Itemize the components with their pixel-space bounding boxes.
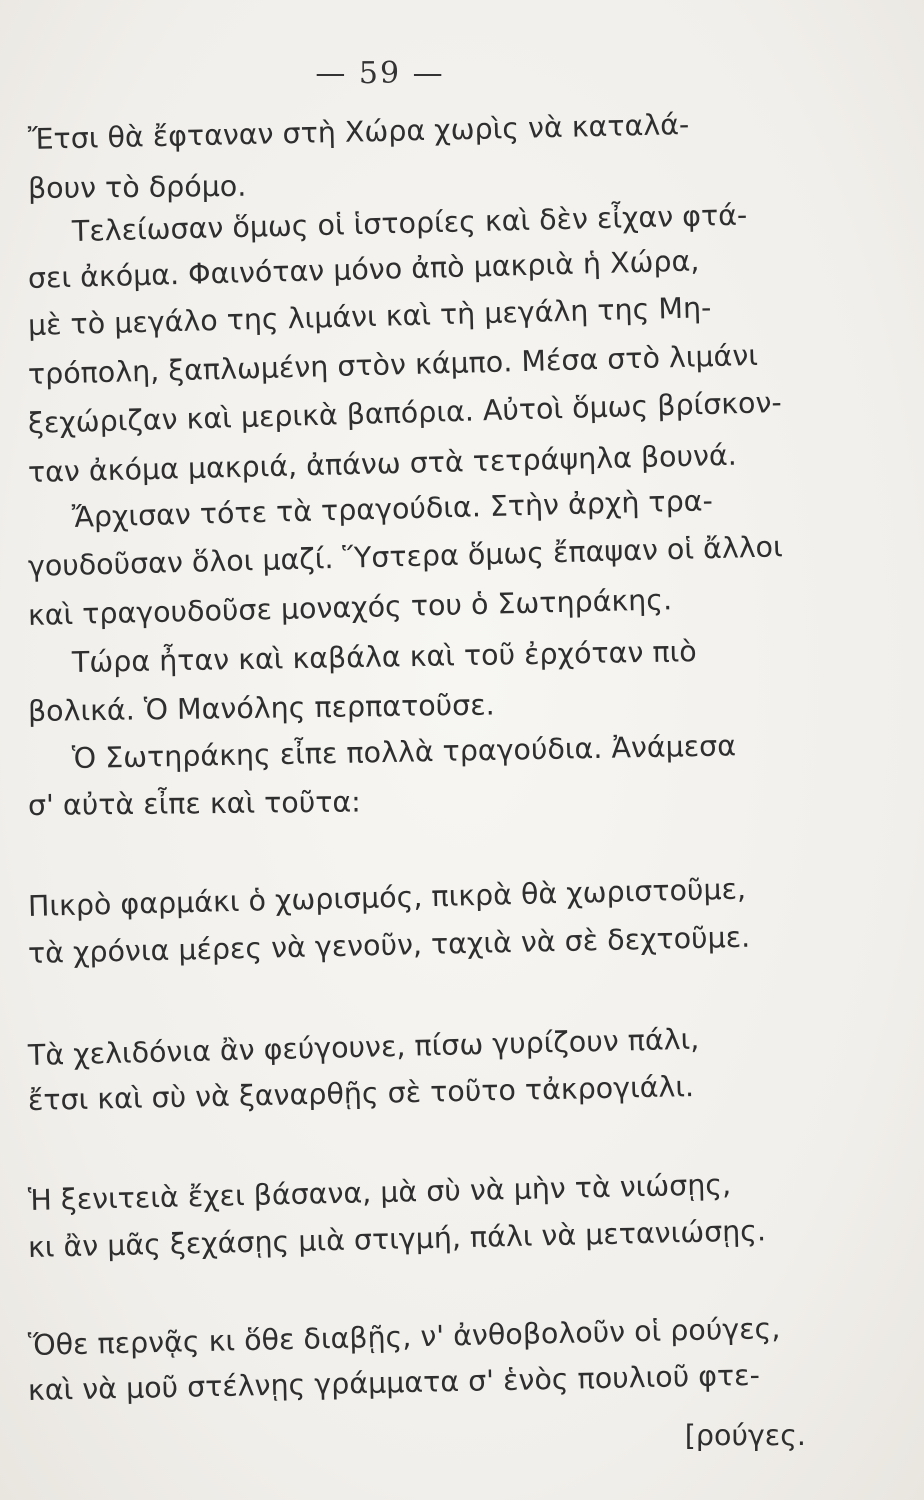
text-line: βολικά. Ὁ Μανόλης περπατοῦσε. <box>27 688 495 728</box>
text-line: Ἔτσι θὰ ἔφταναν στὴ Χώρα χωρὶς νὰ καταλά- <box>27 108 690 157</box>
text-line: Ἄρχισαν τότε τὰ τραγούδια. Στὴν ἀρχὴ τρα- <box>71 484 714 535</box>
text-line: Ὁ Σωτηράκης εἶπε πολλὰ τραγούδια. Ἀνάμεσα <box>71 729 737 775</box>
verse-line: κι ἂν μᾶς ξεχάσῃς μιὰ στιγμή, πάλι νὰ μετανιώσῃς. <box>27 1214 767 1264</box>
verse-line: καὶ νὰ μοῦ στέλνῃς γράμματα σ' ἑνὸς πουλιοῦ φτε- <box>27 1358 761 1407</box>
verse-line: Τὰ χελιδόνια ἂν φεύγουνε, πίσω γυρίζουν πάλι, <box>27 1022 700 1073</box>
text-line: ξεχώριζαν καὶ μερικὰ βαπόρια. Αὐτοὶ ὅμως βρίσκον- <box>27 386 783 441</box>
text-line: σ' αὐτὰ εἶπε καὶ τοῦτα: <box>27 785 361 822</box>
text-line: τρόπολη, ξαπλωμένη στὸν κάμπο. Μέσα στὸ λιμάνι <box>27 339 759 392</box>
text-line: βουν τὸ δρόμο. <box>27 169 247 205</box>
text-line: Τώρα ἦταν καὶ καβάλα καὶ τοῦ ἐρχόταν πιὸ <box>71 635 697 679</box>
verse-line: τὰ χρόνια μέρες νὰ γενοῦν, ταχιὰ νὰ σὲ δεχτοῦμε. <box>27 921 751 971</box>
page-number: — 59 — <box>315 56 445 91</box>
text-line: μὲ τὸ μεγάλο της λιμάνι καὶ τὴ μεγάλη της Μη- <box>27 291 712 343</box>
verse-line: Πικρὸ φαρμάκι ὁ χωρισμός, πικρὰ θὰ χωριστοῦμε, <box>27 872 747 924</box>
text-line: γουδοῦσαν ὅλοι μαζί. Ὕστερα ὅμως ἔπαψαν οἱ ἄλλοι <box>27 530 784 583</box>
text-line: καὶ τραγουδοῦσε μοναχός του ὁ Σωτηράκης. <box>27 583 673 632</box>
text-line: Τελείωσαν ὅμως οἱ ἱστορίες καὶ δὲν εἶχαν φτά- <box>71 198 748 249</box>
verse-line: Ἡ ξενιτειὰ ἔχει βάσανα, μὰ σὺ νὰ μὴν τὰ νιώσῃς, <box>27 1167 732 1217</box>
text-line: ταν ἀκόμα μακριά, ἀπάνω στὰ τετράψηλα βουνά. <box>27 438 738 489</box>
text-line: σει ἀκόμα. Φαινόταν μόνο ἀπὸ μακριὰ ἡ Χώρα, <box>27 244 700 296</box>
verse-line: ἔτσι καὶ σὺ νὰ ξαναρθῇς σὲ τοῦτο τἀκρογιάλι. <box>27 1070 695 1118</box>
verse-line: Ὅθε περνᾷς κι ὅθε διαβῇς, ν' ἀνθοβολοῦν οἱ ρούγες, <box>27 1311 781 1362</box>
verse-line-continuation: [ρούγες. <box>684 1419 806 1452</box>
